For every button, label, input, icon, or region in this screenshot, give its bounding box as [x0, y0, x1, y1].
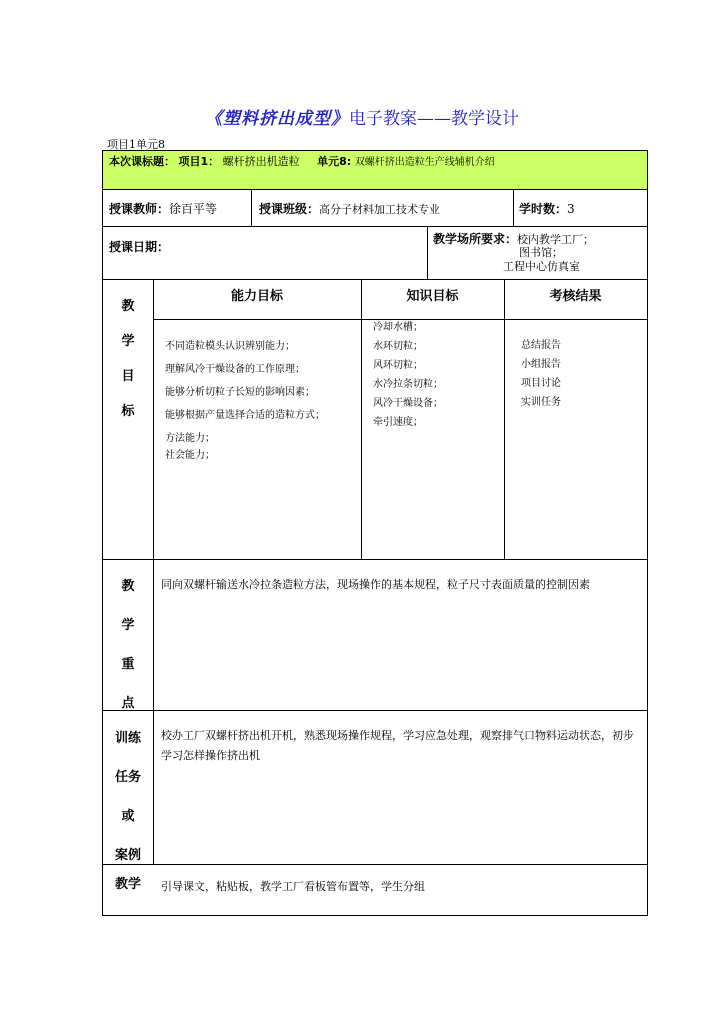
- list-item: 水环切粒；: [373, 341, 423, 352]
- list-item: 小组报告: [521, 359, 561, 370]
- list-item: 能够分析切粒子长短的影响因素；: [165, 387, 315, 398]
- task-side-label: 训练 任务 或 案例: [114, 731, 141, 863]
- hours-cell: [519, 202, 575, 216]
- teacher-value: 徐百平等: [169, 202, 218, 216]
- assess-list: [521, 340, 641, 416]
- date-label: 授课日期：: [109, 240, 170, 254]
- document-title: [0, 104, 724, 129]
- list-item: 风环切粒；: [373, 360, 423, 371]
- col-assess: 考核结果: [549, 289, 602, 304]
- place-cell: [433, 232, 594, 273]
- class-cell: [259, 202, 440, 216]
- header-unit-name: 双螺杆挤出造粒生产线辅机介绍: [354, 157, 495, 168]
- list-item: 不同造粒模头认识辨别能力；: [165, 341, 295, 352]
- list-item: 理解风冷干燥设备的工作原理；: [165, 364, 305, 375]
- list-item: 水冷拉条切粒；: [373, 379, 443, 390]
- task-text: 校办工厂双螺杆挤出机开机，熟悉现场操作规程，学习应急处理，观察排气口物料运动状态，初步学习怎样操作挤出机: [161, 729, 634, 762]
- ability-list: [165, 341, 360, 469]
- hours-label: 学时数：: [519, 202, 568, 216]
- key-text: 同向双螺杆输送水冷拉条造粒方法，现场操作的基本规程，粒子尺寸表面质量的控制因素: [161, 578, 590, 591]
- goals-side-label: 教 学 目 标: [121, 299, 135, 419]
- place-line-1: 校内教学工厂；: [517, 233, 595, 246]
- list-item: 总结报告: [521, 340, 561, 351]
- class-value: 高分子材料加工技术专业: [319, 203, 441, 216]
- col-knowledge: 知识目标: [406, 289, 459, 304]
- list-item: 社会能力；: [165, 450, 215, 461]
- list-item: 方法能力；: [165, 433, 215, 444]
- title-book: 《塑料挤出成型》: [205, 109, 349, 129]
- key-side-label: 教 学 重 点: [121, 579, 135, 711]
- place-line-2: 图书馆；: [519, 246, 563, 260]
- list-item: 能够根据产量选择合适的造粒方式；: [165, 410, 325, 421]
- header-unit: 单元8:: [317, 155, 352, 168]
- list-item: 冷却水槽；: [373, 322, 423, 333]
- list-item: 项目讨论: [521, 378, 561, 389]
- title-rest: 电子教案——教学设计: [349, 109, 519, 129]
- list-item: 实训任务: [521, 397, 561, 408]
- col-ability: 能力目标: [230, 289, 283, 304]
- header-label: 本次课标题：: [109, 155, 175, 168]
- method-side-label: 教学: [114, 877, 141, 892]
- header-row: [109, 155, 495, 169]
- place-line-3: 工程中心仿真室: [503, 259, 580, 273]
- header-project: 项目1：: [178, 155, 220, 168]
- list-item: 风冷干燥设备；: [373, 398, 443, 409]
- header-project-name: 螺杆挤出机造粒: [222, 155, 300, 168]
- place-label: 教学场所要求：: [433, 232, 518, 246]
- hours-value: 3: [567, 202, 575, 216]
- method-text: 引导课文，粘贴板，教学工厂看板管布置等，学生分组: [161, 880, 425, 893]
- knowledge-list: [373, 322, 503, 436]
- list-item: 牵引速度；: [373, 417, 423, 428]
- teacher-label: 授课教师：: [109, 202, 170, 216]
- subtitle: 项目1单元8: [107, 138, 165, 151]
- class-label: 授课班级：: [259, 202, 320, 216]
- lesson-table: [102, 150, 648, 916]
- teacher-cell: [109, 202, 217, 216]
